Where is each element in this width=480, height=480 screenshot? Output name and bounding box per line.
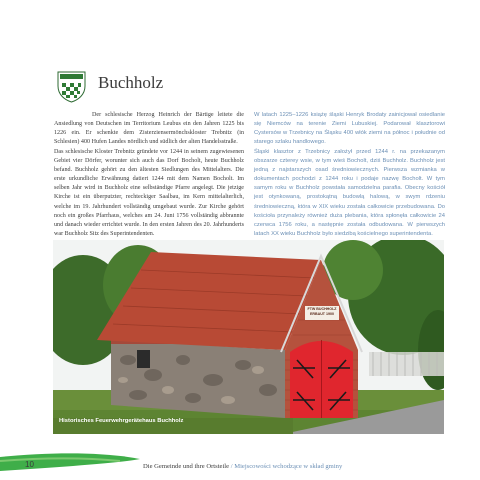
- german-text-column: [54, 111, 244, 239]
- polish-text-column: [254, 111, 445, 239]
- footer-polish: Miejscowości wchodzące w skład gminy: [234, 463, 343, 470]
- footer-german: Die Gemeinde und ihre Ortsteile: [143, 463, 230, 470]
- german-paragraph: Das schlesische Kloster Trebnitz gründete vor 1244 in seinem zugewiesenen Gebiet vier Dörfer, worunter sich auch das Dorf Bocholt, heute Buchholz befand. Buchholz gehört zu den ältesten Siedlungen des Mittelalters. Die erste urkundliche Erwähnung datiert 1244 mit dem Namen Bocholt. Im selben Jahr wird in Buchholz eine selbständige Pfarre angelegt. Die jetzige Kirche ist ein überputzter, rechteckiger Saalbau, im Kern mittelalterlich, welche im 19. Jahrhundert vollständig umgebaut wurde. Zur Kirche gehört noch ein großes Pfarrhaus, welches am 24. Juni 1756 vollständig abbrannte und danach wieder errichtet wurde. In den ersten Jahren des 20. Jahrhunderts war Buchholz Sitz des Superintendenten.: [54, 148, 244, 238]
- coat-of-arms-icon: [55, 70, 88, 103]
- door-sign: [305, 307, 339, 317]
- page-title: Buchholz: [98, 73, 164, 92]
- door-sign-line: ERBAUT 1900: [310, 312, 334, 316]
- page-number: 10: [25, 460, 34, 469]
- door-sign-line: FTW BUCHHOLZ: [307, 307, 337, 311]
- footer-separator: /: [229, 463, 235, 470]
- footer-title: [143, 463, 342, 470]
- fire-station-photo: [53, 240, 444, 434]
- photo-caption: Historisches Feuerwehrgerätehaus Buchholz: [59, 418, 184, 424]
- polish-paragraph: Śląski klasztor z Trzebnicy założył przed 1244 r. na przekazanym obszarze czterey wsie, w tym wieś Bocholt, dziś Buchholz. Buchholz jest jedną z najstarszych osad średniowiecznych. Pierwsza wzmianka w dokumentach pochodzi z 1244 roku i podaje nazwę Bocholt. W tym samym roku w Buchholz powstała samodzielna parafia. Obecny kościół jest otynkowaną, prostokątną budowlą halową, w swym rdzeniu średniowieczną, która w XIX wieku została całkowicie przebudowana. Do kościoła przynależy również duża plebania, która spłonęła całkowicie 24 czerwca 1756 roku, a następnie została odbudowana. W pierwszych latach XX wieku Buchholz było siedzibą kościelnego superintendenta.: [254, 148, 445, 238]
- german-paragraph: Der schlesische Herzog Heinrich der Bärtige leitete die Ansiedlung von Deutschen im Territorium Leubus ein den Jahren 1225 bis 1226 ein. Er schenkte dem Zisterziensermönchskloster Trebnitz (in Schlesien) 400 Hufen Landes nördlich und südlich der alten Handelsstraße.: [54, 112, 244, 146]
- polish-paragraph: W latach 1225–1226 książę śląski Henryk Brodaty zainicjował osiedlanie się Niemców na terenie Ziemi Lubuskiej. Podarował klasztorowi Cystersów w Trzebnicy na Śląsku 400 włók ziemi na północ i południe od starego szlaku handlowego.: [254, 112, 445, 146]
